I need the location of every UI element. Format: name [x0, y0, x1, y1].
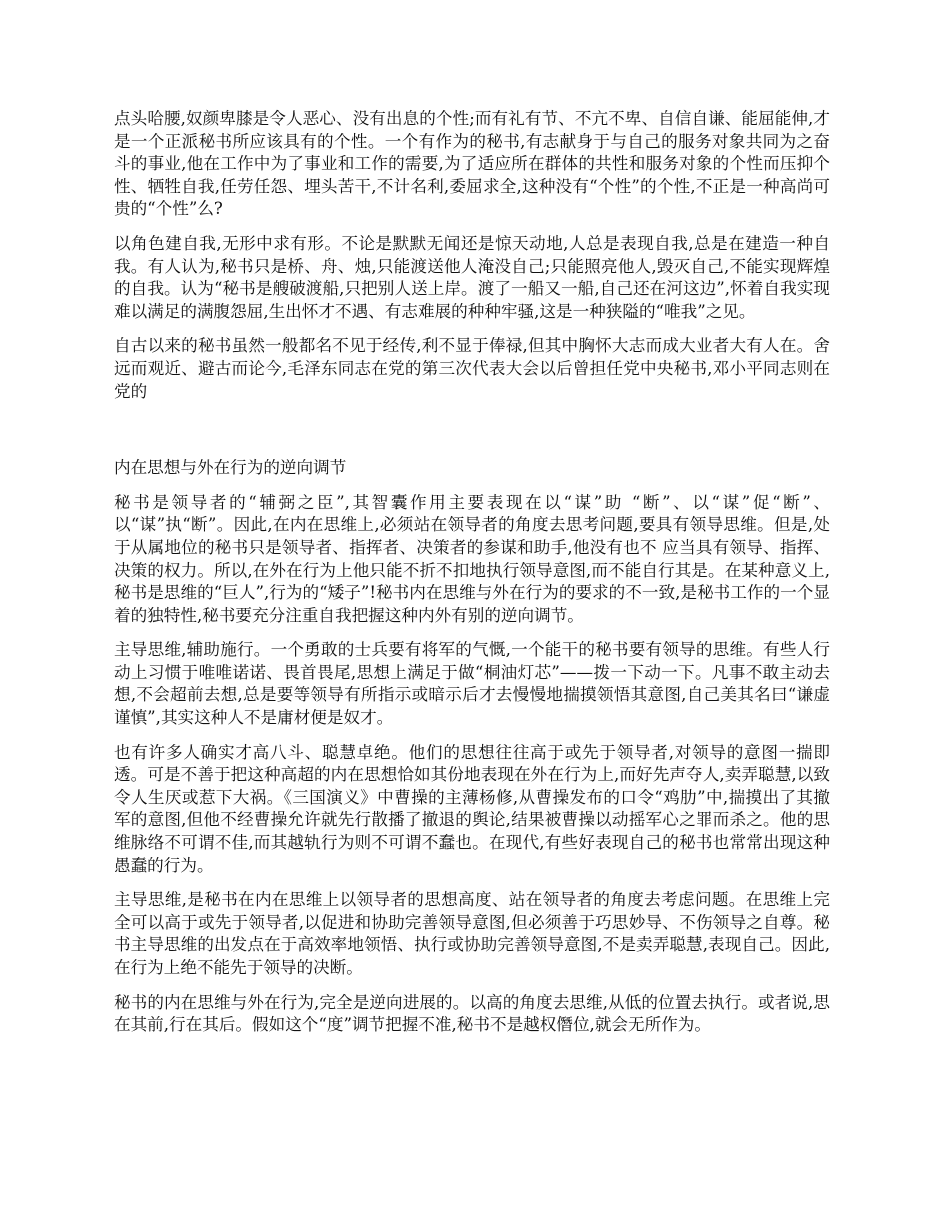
paragraph-personality: 点头哈腰,奴颜卑膝是令人恶心、没有出息的个性;而有礼有节、不亢不卑、自信自谦、能屈能伸,才是一个正派秘书所应该具有的个性。一个有作为的秘书,有志献身于与自己的服务对象共同为之奋斗的事业,他在工作中为了事业和工作的需要,为了适应所在群体的共性和服务对象的个性而压抑个性、牺牲自我,任劳任怨、埋头苦干,不计名利,委屈求全,这种没有“个性”的个性,不正是一种高尚可贵的“个性”么? [114, 109, 830, 219]
paragraph-yang-xiu: 也有许多人确实才高八斗、聪慧卓绝。他们的思想往往高于或先于领导者,对领导的意图一揣即透。可是不善于把这种高超的内在思想恰如其份地表现在外在行为上,而好先声夺人,卖弄聪慧,以致令人生厌或惹下大祸。《三国演义》中曹操的主薄杨修,从曹操发布的口令“鸡肋”中,揣摸出了其撤军的意图,但他不经曹操允许就先行散播了撤退的舆论,结果被曹操以动摇军心之罪而杀之。他的思维脉络不可谓不佳,而其越轨行为则不可谓不蠢也。在现代,有些好表现自己的秘书也常常出现这种愚蠢的行为。 [114, 742, 830, 875]
paragraph-reverse-progress: 秘书的内在思维与外在行为,完全是逆向进展的。以高的角度去思维,从低的位置去执行。或者说,思在其前,行在其后。假如这个“度”调节把握不准,秘书不是越权僭位,就会无所作为。 [114, 992, 830, 1035]
paragraph-self-role: 以角色建自我,无形中求有形。不论是默默无闻还是惊天动地,人总是表现自我,总是在建造一种自我。有人认为,秘书只是桥、舟、烛,只能渡送他人淹没自己;只能照亮他人,毁灭自己,不能实现辉煌的自我。认为“秘书是艘破渡船,只把别人送上岸。渡了一船又一船,自己还在河这边”,怀着自我实现难以满足的满腹怨屈,生出怀才不遇、有志难展的种种牢骚,这是一种狭隘的“唯我”之见。 [114, 233, 830, 321]
section-gap [114, 415, 830, 457]
paragraph-leading-thinking-definition: 主导思维,是秘书在内在思维上以领导者的思想高度、站在领导者的角度去考虑问题。在思维上完全可以高于或先于领导者,以促进和协助完善领导意图,但必须善于巧思妙导、不伤领导之自尊。秘书主导思维的出发点在于高效率地领悟、执行或协助完善领导意图,不是卖弄聪慧,表现自己。因此,在行为上绝不能先于领导的决断。 [114, 890, 830, 977]
paragraph-history-secretaries: 自古以来的秘书虽然一般都名不见于经传,利不显于俸禄,但其中胸怀大志而成大业者大有人在。舍远而观近、避古而论今,毛泽东同志在党的第三次代表大会以后曾担任党中央秘书,邓小平同志则在党的 [114, 336, 830, 401]
paragraph-advisor-role: 秘书是领导者的“辅弼之臣”,其智囊作用主要表现在以“谋”助 “断”、以“谋”促“断”、以“谋”执“断”。因此,在内在思维上,必须站在领导者的角度去思考问题,要具有领导思维。但是,处于从属地位的秘书只是领导者、指挥者、决策者的参谋和助手,他没有也不 应当具有领导、指挥、决策的权力。所以,在外在行为上他只能不折不扣地执行领导意图,而不能自行其是。在某种意义上,秘书是思维的“巨人”,行为的“矮子”!秘书内在思维与外在行为的要求的不一致,是秘书工作的一个显着的独特性,秘书要充分注重自我把握这种内外有别的逆向调节。 [114, 492, 830, 625]
paragraph-leading-thinking: 主导思维,辅助施行。一个勇敢的士兵要有将军的气慨,一个能干的秘书要有领导的思维。有些人行动上习惯于唯唯诺诺、畏首畏尾,思想上满足于做“桐油灯芯”——拨一下动一下。凡事不敢主动去想,不会超前去想,总是要等领导有所指示或暗示后才去慢慢地揣摸领悟其意图,自己美其名曰“谦虚谨慎”,其实这种人不是庸材便是奴才。 [114, 640, 830, 728]
section-heading: 内在思想与外在行为的逆向调节 [114, 458, 347, 478]
document-page [114, 108, 830, 1049]
